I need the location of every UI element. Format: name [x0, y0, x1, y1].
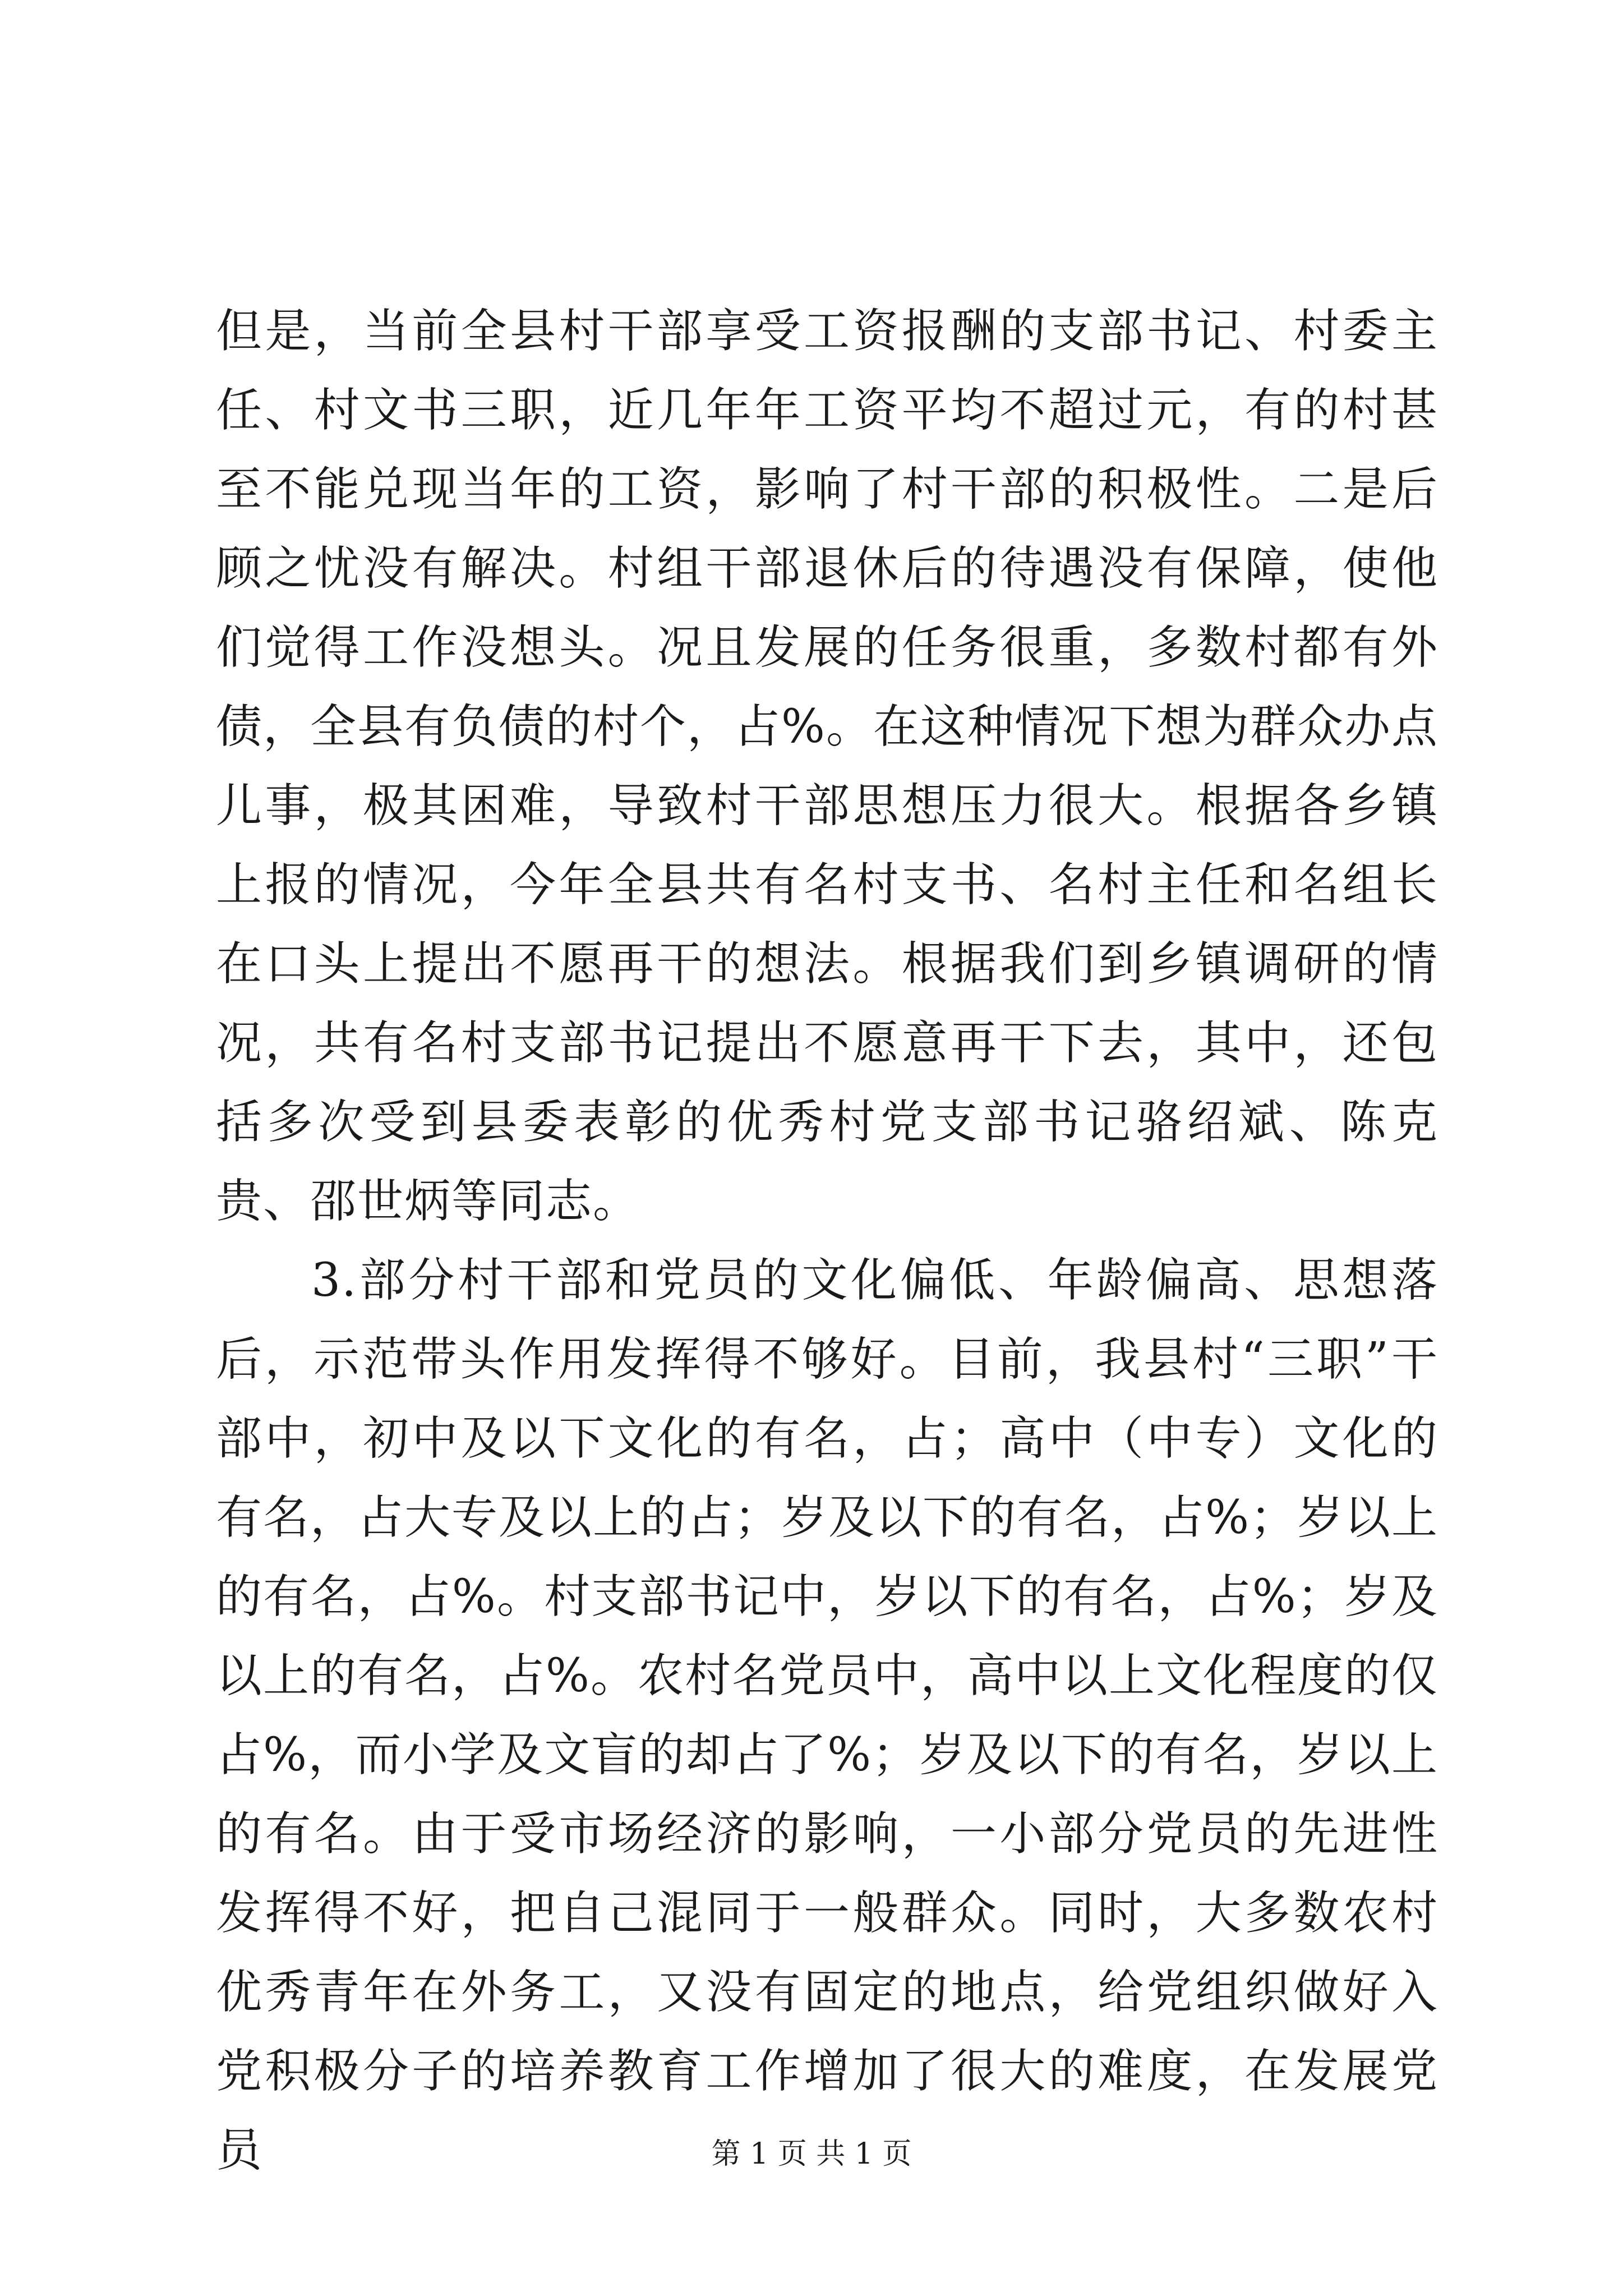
page-footer: 第 1 页 共 1 页 — [711, 2137, 912, 2171]
paragraph-section-3: 3.部分村干部和党员的文化偏低、年龄偏高、思想落后，示范带头作用发挥得不够好。目前，我县村“三职”干部中，初中及以下文化的有名，占；高中（中专）文化的有名，占大专及以上的占；岁及以下的有名，占%；岁以上的有名，占%。村支部书记中，岁以下的有名，占%；岁及以上的有名，占%。农村名党员中，高中以上文化程度的仅占%，而小学及文盲的却占了%；岁及以下的有名，岁以上的有名。由于受市场经济的影响，一小部分党员的先进性发挥得不好，把自己混同于一般群众。同时，大多数农村优秀青年在外务工，又没有固定的地点，给党组织做好入党积极分子的培养教育工作增加了很大的难度，在发展党员 — [216, 1254, 1438, 2177]
document-body — [216, 292, 1438, 2190]
paragraph-continuation: 但是，当前全县村干部享受工资报酬的支部书记、村委主任、村文书三职，近几年年工资平均不超过元，有的村甚至不能兑现当年的工资，影响了村干部的积极性。二是后顾之忧没有解决。村组干部退休后的待遇没有保障，使他们觉得工作没想头。况且发展的任务很重，多数村都有外债，全县有负债的村个，占%。在这种情况下想为群众办点儿事，极其困难，导致村干部思想压力很大。根据各乡镇上报的情况，今年全县共有名村支书、名村主任和名组长在口头上提出不愿再干的想法。根据我们到乡镇调研的情况，共有名村支部书记提出不愿意再干下去，其中，还包括多次受到县委表彰的优秀村党支部书记骆绍斌、陈克贵、邵世炳等同志。 — [216, 305, 1438, 1228]
